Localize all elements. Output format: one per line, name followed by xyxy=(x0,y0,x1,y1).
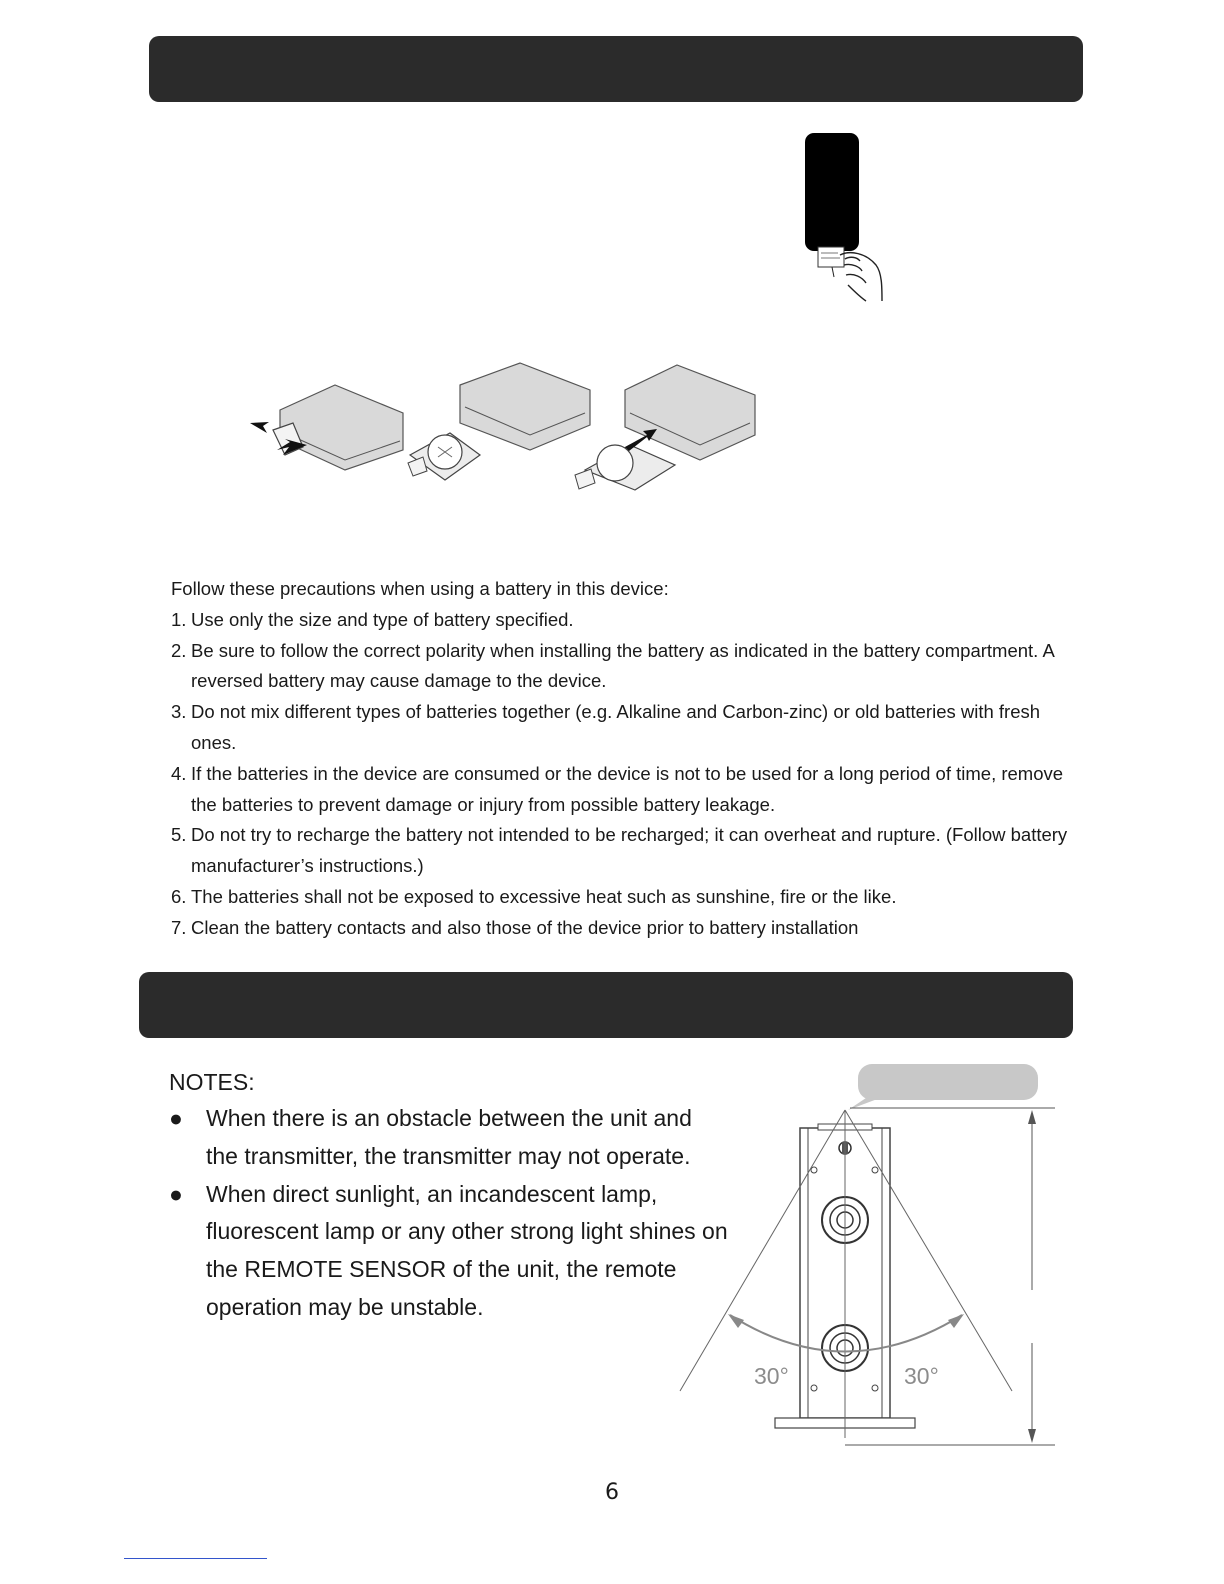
pull-tab xyxy=(818,247,844,267)
section-header-remote-range xyxy=(139,972,1073,1038)
list-item: 5. Do not try to recharge the battery not intended to be recharged; it can overheat and rupture. (Follow battery manufacturer’s instructions.) xyxy=(171,824,1068,877)
hand-outline xyxy=(840,253,882,301)
step-3-remote xyxy=(625,365,755,460)
bullet-icon: ● xyxy=(169,1105,183,1131)
battery-precautions xyxy=(171,574,1071,944)
angle-label-left: 30° xyxy=(754,1363,789,1389)
step-2-remote xyxy=(460,363,590,450)
arrow-press-icon xyxy=(250,422,269,433)
footnote-rule xyxy=(124,1558,267,1559)
arc-arrow-left-icon xyxy=(728,1314,744,1328)
remote-pull-tab-illustration xyxy=(790,125,900,310)
notes-list xyxy=(169,1100,729,1327)
battery-replacement-illustration xyxy=(245,355,765,500)
list-item: 7. Clean the battery contacts and also those of the device prior to battery installation xyxy=(171,916,859,938)
list-item: ● When direct sunlight, an incandescent lamp, fluorescent lamp or any other strong light shines on the REMOTE SENSOR of the unit, the remote operation may be unstable. xyxy=(169,1176,729,1327)
list-item: 3. Do not mix different types of batteries together (e.g. Alkaline and Carbon-zinc) or old batteries with fresh ones. xyxy=(171,701,1041,753)
list-item: 4. If the batteries in the device are consumed or the device is not to be used for a long period of time, remove the batteries to prevent damage or injury from possible battery leakage. xyxy=(171,762,1064,815)
dimension-arrow-down-icon xyxy=(1028,1429,1036,1443)
notes-title: NOTES: xyxy=(169,1069,255,1095)
arc-arrow-right-icon xyxy=(948,1314,964,1328)
precautions-list xyxy=(171,605,1071,944)
bullet-icon: ● xyxy=(169,1180,183,1207)
dimension-arrow-up-icon xyxy=(1028,1110,1036,1124)
list-item: 1. Use only the size and type of battery specified. xyxy=(171,608,574,630)
section-header-battery xyxy=(149,36,1083,102)
list-item: 2. Be sure to follow the correct polarity when installing the battery as indicated in the battery compartment. A reversed battery may cause damage to the device. xyxy=(171,639,1054,692)
remote-body xyxy=(805,133,859,251)
precautions-intro: Follow these precautions when using a battery in this device: xyxy=(171,578,669,599)
list-item: ● When there is an obstacle between the unit and the transmitter, the transmitter may not operate. xyxy=(169,1100,729,1176)
sensor-callout xyxy=(858,1064,1038,1100)
list-item: 6. The batteries shall not be exposed to excessive heat such as sunshine, fire or the like. xyxy=(171,885,897,907)
remote-notes xyxy=(169,1064,729,1327)
remote-range-diagram xyxy=(670,1058,1070,1453)
angle-label-right: 30° xyxy=(904,1363,939,1389)
page-number: 6 xyxy=(605,1480,619,1505)
step-3-tray xyxy=(575,445,675,490)
step-1-tray xyxy=(408,433,480,480)
step-1-remote xyxy=(273,385,403,470)
